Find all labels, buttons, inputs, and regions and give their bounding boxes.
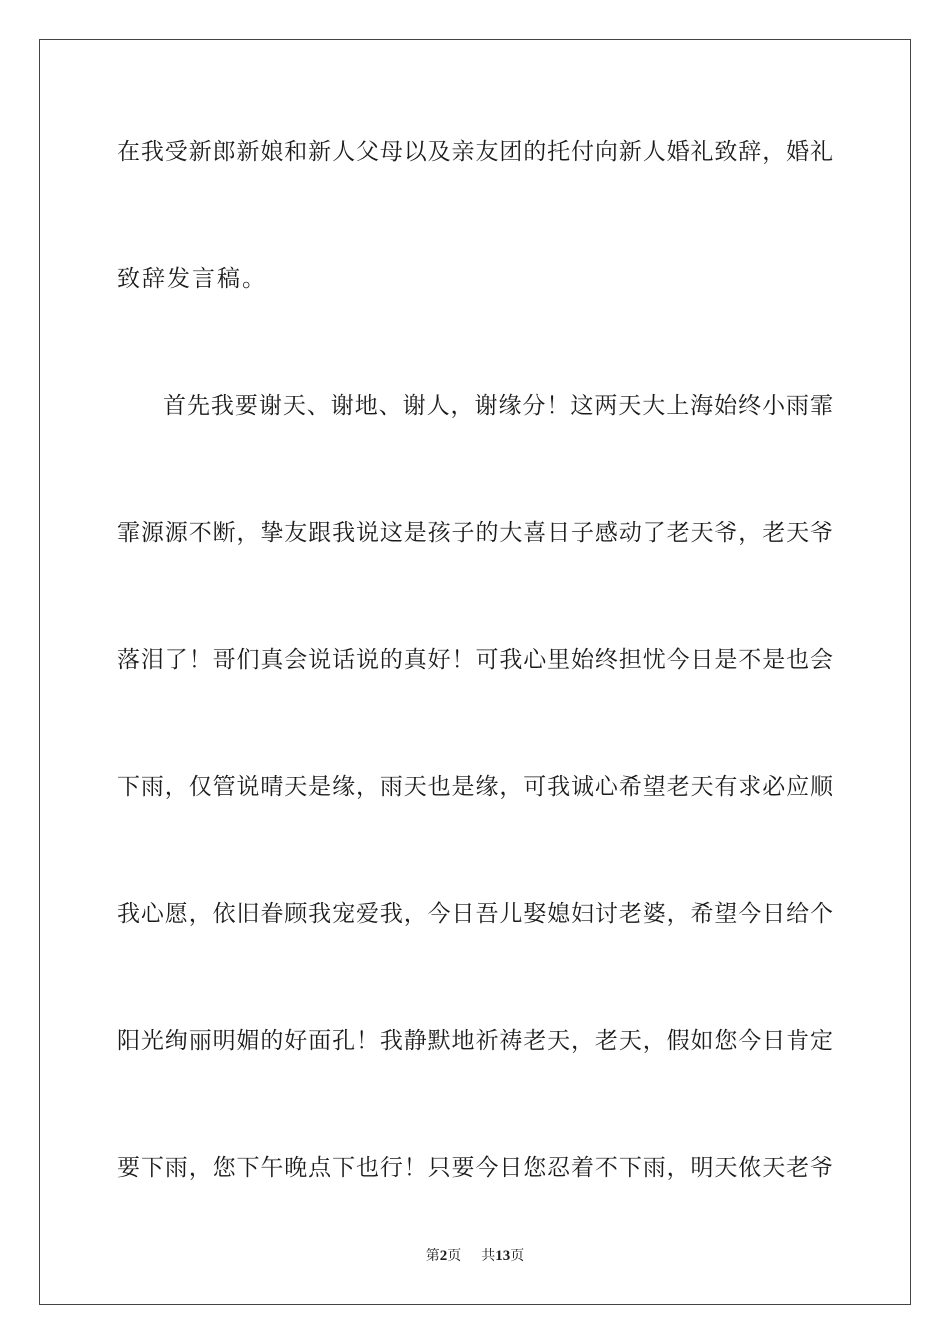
page-suffix: 页 xyxy=(447,1248,462,1264)
paragraph-line-8: 阳光绚丽明媚的好面孔！我静默地祈祷老天，老天，假如您今日肯定 xyxy=(117,1028,833,1054)
total-suffix: 页 xyxy=(510,1248,525,1264)
paragraph-line-2: 致辞发言稿。 xyxy=(117,266,267,292)
paragraph-line-5: 落泪了！哥们真会说话说的真好！可我心里始终担忧今日是不是也会 xyxy=(117,647,833,673)
page-number: 2 xyxy=(439,1248,448,1264)
page-footer xyxy=(0,1246,950,1266)
page-prefix: 第 xyxy=(425,1248,440,1264)
paragraph-line-7: 我心愿，依旧眷顾我宠爱我，今日吾儿娶媳妇讨老婆，希望今日给个 xyxy=(117,901,833,927)
paragraph-line-4: 霏源源不断，挚友跟我说这是孩子的大喜日子感动了老天爷，老天爷 xyxy=(117,520,833,546)
total-pages: 13 xyxy=(495,1248,511,1264)
paragraph-line-9: 要下雨，您下午晚点下也行！只要今日您忍着不下雨，明天侬天老爷 xyxy=(117,1155,833,1181)
paragraph-line-3: 首先我要谢天、谢地、谢人，谢缘分！这两天大上海始终小雨霏 xyxy=(163,393,833,419)
total-prefix: 共 xyxy=(481,1248,496,1264)
paragraph-line-1: 在我受新郎新娘和新人父母以及亲友团的托付向新人婚礼致辞，婚礼 xyxy=(117,139,833,165)
paragraph-line-6: 下雨，仅管说晴天是缘，雨天也是缘，可我诚心希望老天有求必应顺 xyxy=(117,774,833,800)
